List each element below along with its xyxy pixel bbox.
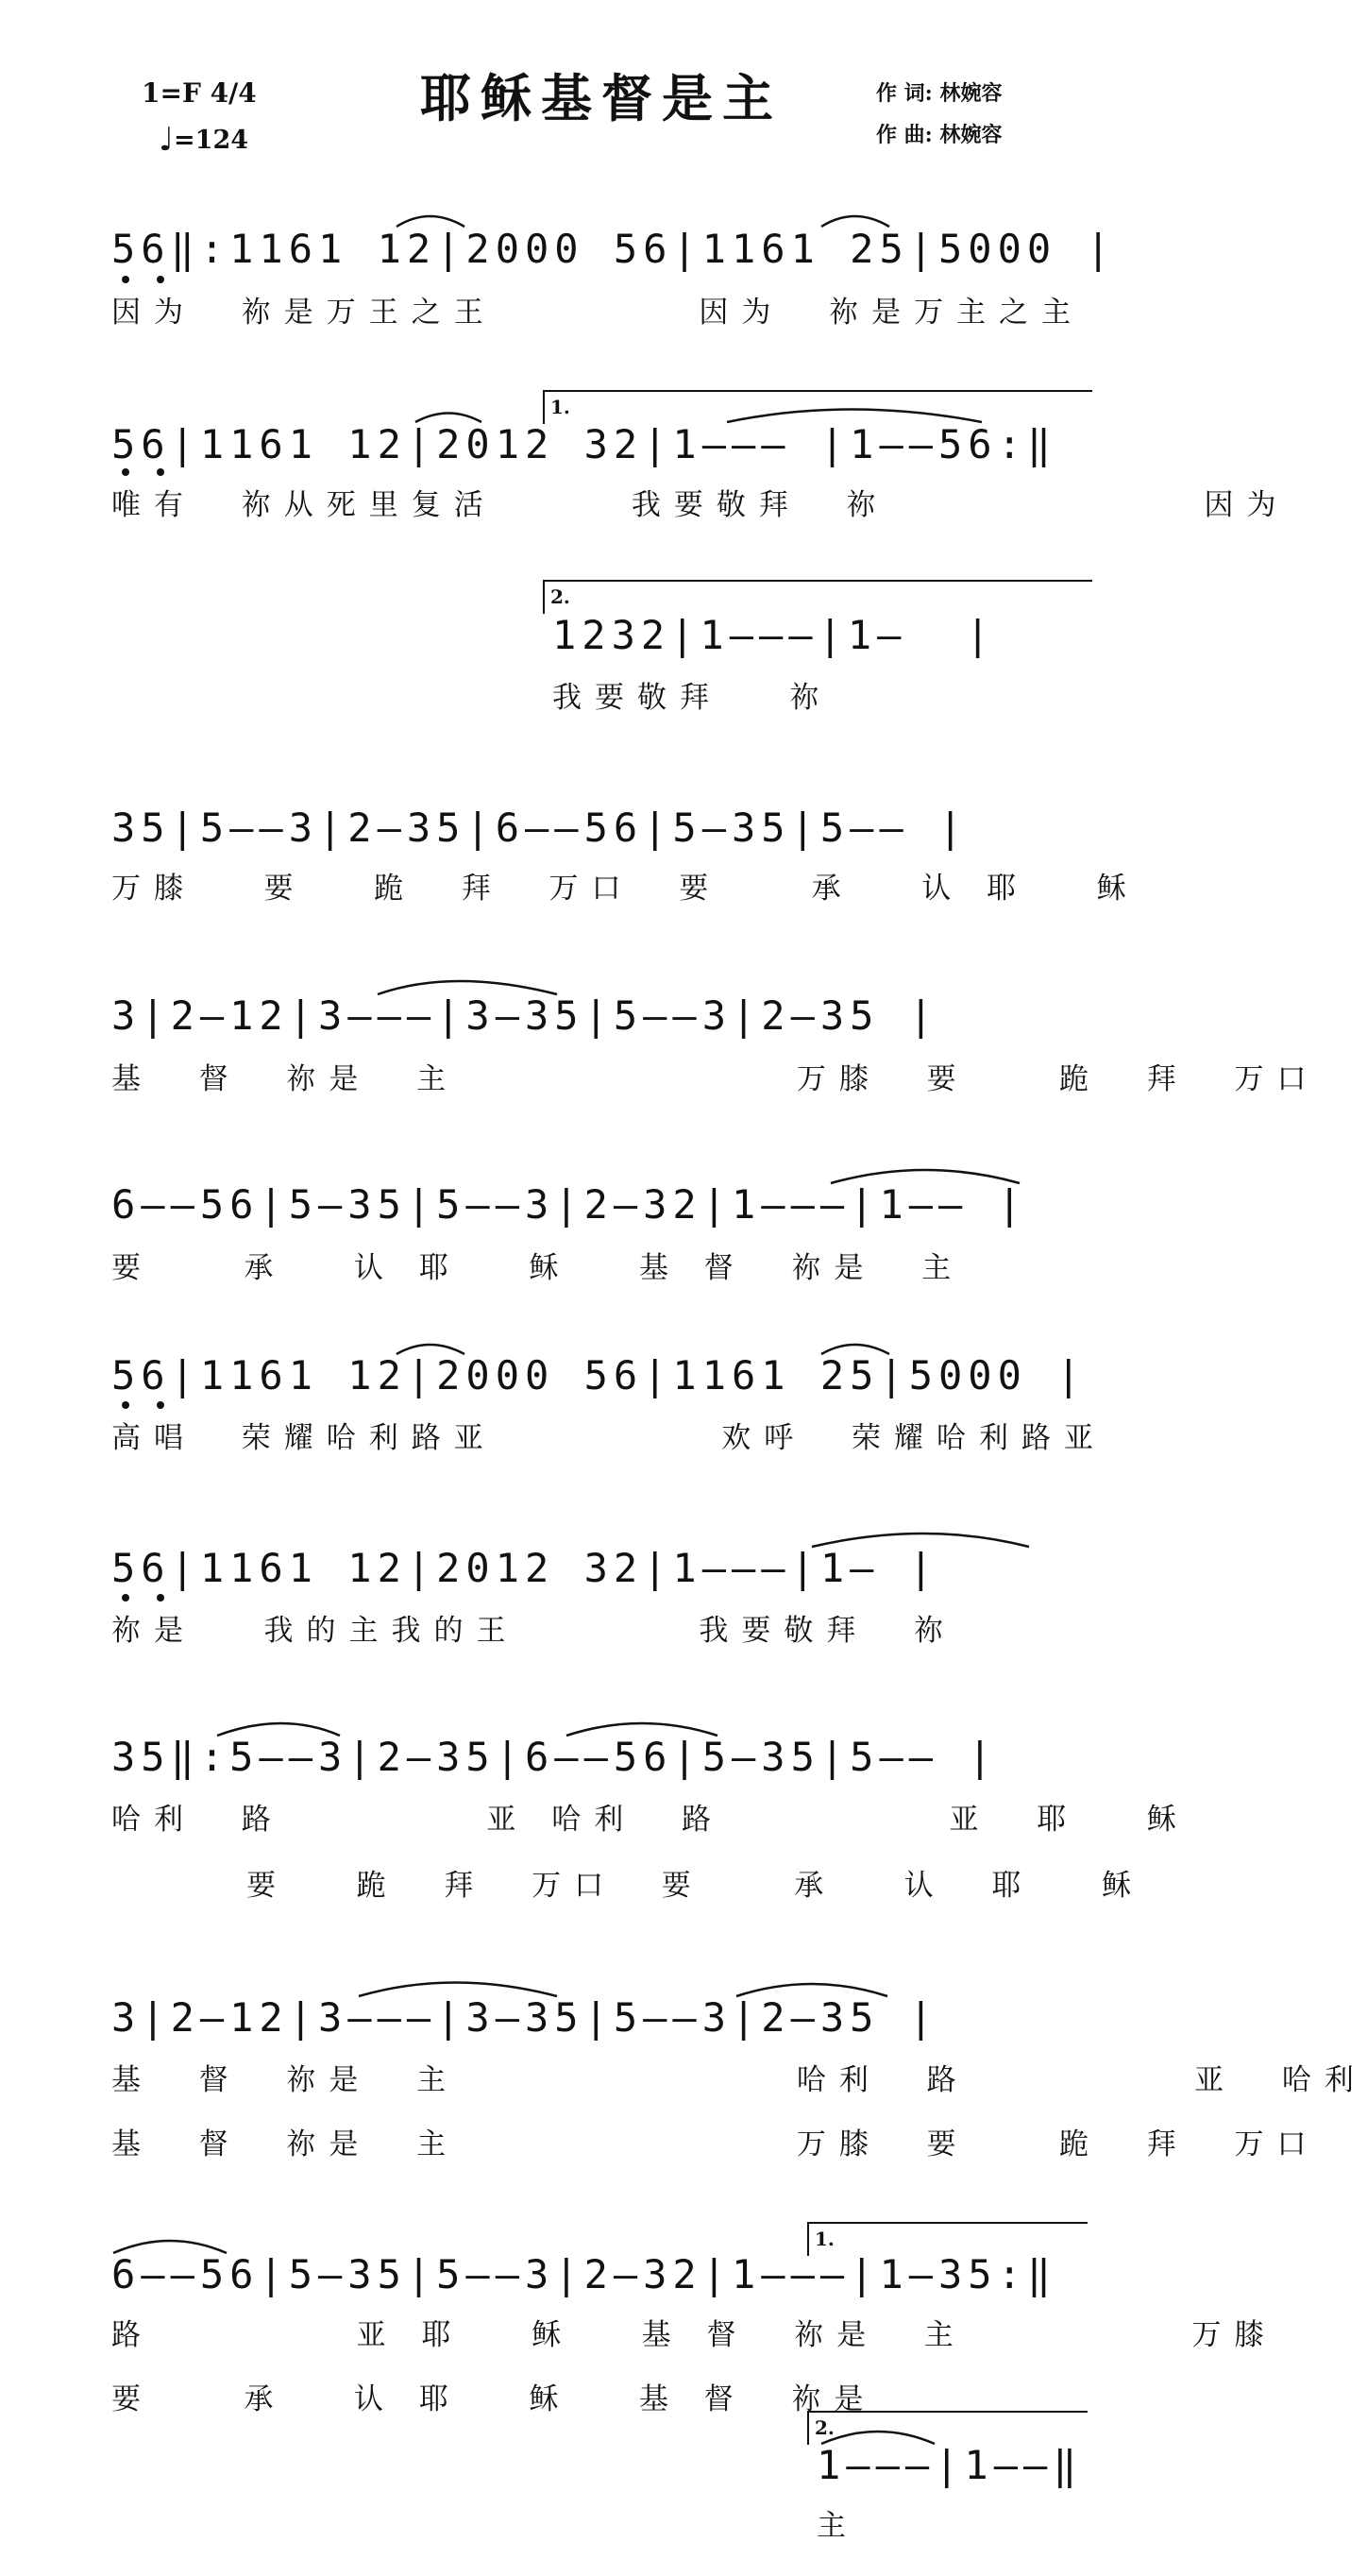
song-title: 耶稣基督是主 [420,69,783,128]
lyric-line-5: 基 督 祢是 主 万膝 要 跪 拜 万口 [111,1062,1320,1096]
lyric-line-8: 祢是 我的主我的王 我要敬拜 祢 [111,1614,957,1648]
slur [812,1534,1029,1547]
notation-line-4: 35|5––3|2–35|6––56|5–35|5–– | [111,805,969,851]
notation-line-11: 6––56|5–35|5––3|2–32|1–––|1–35:‖ [111,2251,1057,2297]
slur [397,216,464,227]
lower-octave-dot [157,1594,164,1602]
volta-label: 1. [815,2228,835,2250]
slur [831,1170,1020,1183]
lower-octave-dot [122,276,129,283]
slur [821,216,889,227]
lyric-line-7: 高唱 荣耀哈利路亚 欢呼 荣耀哈利路亚 [111,1421,1106,1455]
lyric-line-3: 我要敬拜 祢 [552,681,833,715]
notation-line-5: 3|2–12|3–––|3–35|5––3|2–35 | [111,992,939,1039]
lower-octave-dot [157,468,164,476]
slur [727,410,982,423]
lower-octave-dot [122,1594,129,1602]
slur [736,1984,887,1996]
lyric-line-12: 主 [817,2509,859,2543]
quarter-note-icon: ♩ [159,121,175,159]
lyric-line-9b: 要 跪 拜 万口 要 承 认 耶 稣 [111,1869,1145,1903]
slur [397,1345,464,1354]
lyric-line-2: 唯有 祢从死里复活 我要敬拜 祢 因为 [111,488,1290,522]
slur [821,2432,935,2444]
slur [378,981,557,994]
notation-line-3: 1232|1–––|1– | [552,612,996,658]
volta-label: 1. [550,396,570,418]
notation-line-1: 56‖:1161 12|2000 56|1161 25|5000 | [111,226,1116,272]
tempo-value: =124 [174,126,249,155]
slur [113,2241,227,2253]
notation-line-9: 35‖:5––3|2–35|6––56|5–35|5–– | [111,1734,998,1780]
slur [821,1345,889,1354]
lyric-line-4: 万膝 要 跪 拜 万口 要 承 认 耶 稣 [111,872,1139,906]
notation-line-8: 56|1161 12|2012 32|1–––|1– | [111,1545,939,1591]
key-signature: 1=F 4/4 [142,77,257,109]
lyric-line-10b: 基 督 祢是 主 万膝 要 跪 拜 万口 [111,2127,1320,2161]
slur [359,1983,557,1997]
slur [566,1723,717,1736]
lyric-line-11a: 路 亚 耶 稣 基 督 祢是 主 万膝 [111,2318,1277,2352]
notation-line-12: 1–––|1––‖ [817,2442,1083,2488]
notation-line-7: 56|1161 12|2000 56|1161 25|5000 | [111,1352,1087,1398]
composer-credit: 作 曲: 林婉容 [876,123,1003,147]
lyric-line-11b: 要 承 认 耶 稣 基 督 祢是 [111,2382,877,2416]
lyric-line-9a: 哈利 路 亚 哈利 路 亚 耶 稣 [111,1803,1190,1837]
lower-octave-dot [157,276,164,283]
lyric-line-1: 因为 祢是万王之王 因为 祢是万主之主 [111,296,1085,330]
lower-octave-dot [122,468,129,476]
lyricist-credit: 作 词: 林婉容 [876,81,1003,106]
notation-line-6: 6––56|5–35|5––3|2–32|1–––|1–– | [111,1181,1027,1228]
lyric-line-6: 要 承 认 耶 稣 基 督 祢是 主 [111,1251,965,1285]
slur [217,1723,340,1736]
volta-label: 2. [550,585,570,608]
slur [415,414,481,423]
notation-line-2: 56|1161 12|2012 32|1––– |1––56:‖ [111,421,1057,467]
volta-label: 2. [815,2416,835,2439]
lyric-line-10a: 基 督 祢是 主 哈利 路 亚 哈利 [111,2063,1367,2097]
lower-octave-dot [122,1401,129,1409]
notation-line-10: 3|2–12|3–––|3–35|5––3|2–35 | [111,1994,939,2041]
lower-octave-dot [157,1401,164,1409]
